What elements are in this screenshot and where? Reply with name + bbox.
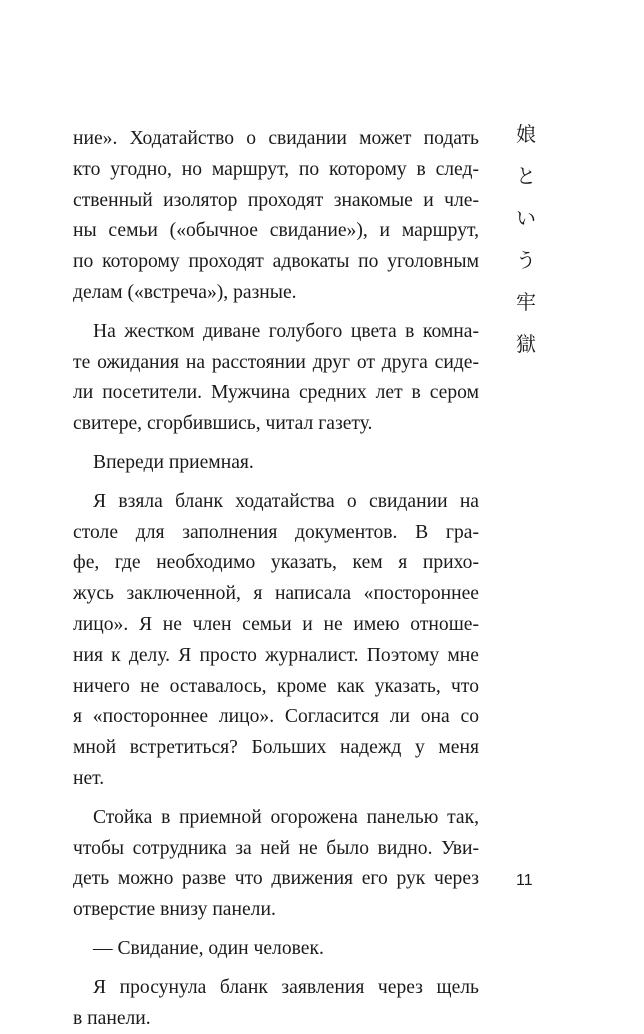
text-line: Впереди приемная. [93,451,254,473]
running-title-char: 獄 [516,332,536,356]
text-line: жусь заключенной, я написала «постороннее [73,583,479,605]
text-line: чтобы сотрудника за ней не было видно. Уви- [73,837,479,859]
text-line: Я просунула бланк заявления через щель [93,976,479,998]
body-text [73,124,479,1034]
text-line: ли посетители. Мужчина средних лет в сером [73,382,479,404]
running-title-char: と [516,164,536,188]
running-title-char: い [516,206,536,230]
text-line: — Свидание, один человек. [93,937,324,959]
text-line: На жестком диване голубого цвета в комна- [93,320,479,342]
text-line: по которому проходят адвокаты по уголовным [73,251,479,273]
running-title-char: 牢 [516,290,536,314]
text-line: фе, где необходимо указать, кем я прихо- [73,552,479,574]
text-line: столе для заполнения документов. В гра- [73,521,479,543]
running-title-char: 娘 [516,122,536,146]
text-line: ничего не оставалось, кроме как указать, что [73,675,479,697]
text-line: отверстие внизу панели. [73,899,276,921]
text-line: в панели. [73,1007,151,1029]
text-line: нет. [73,767,105,789]
text-line: ственный изолятор проходят знакомые и чле- [73,189,479,211]
text-line: те ожидания на расстоянии друг от друга сиде- [73,351,479,373]
text-line: деть можно разве что движения его рук через [73,868,479,890]
text-line: делам («встреча»), разные. [73,281,297,303]
running-title-char: う [516,248,536,272]
text-line: я «постороннее лицо». Согласится ли она со [73,706,479,728]
running-title-vertical [514,124,538,376]
text-line: кто угодно, но маршрут, по которому в след- [73,158,479,180]
text-line: Я взяла бланк ходатайства о свидании на [93,490,479,512]
text-line: ние». Ходатайство о свидании может подать [73,128,479,149]
text-line: Стойка в приемной огорожена панелью так, [93,806,479,828]
text-line: свитере, сгорбившись, читал газету. [73,413,373,435]
text-line: лицо». Я не член семьи и не имею отноше- [73,613,479,635]
page-number: 11 [516,872,533,889]
text-line: ния к делу. Я просто журналист. Поэтому мне [73,644,479,666]
text-line: ны семьи («обычное свидание»), и маршрут, [73,220,479,242]
text-line: мной встретиться? Больших надежд у меня [73,737,479,759]
